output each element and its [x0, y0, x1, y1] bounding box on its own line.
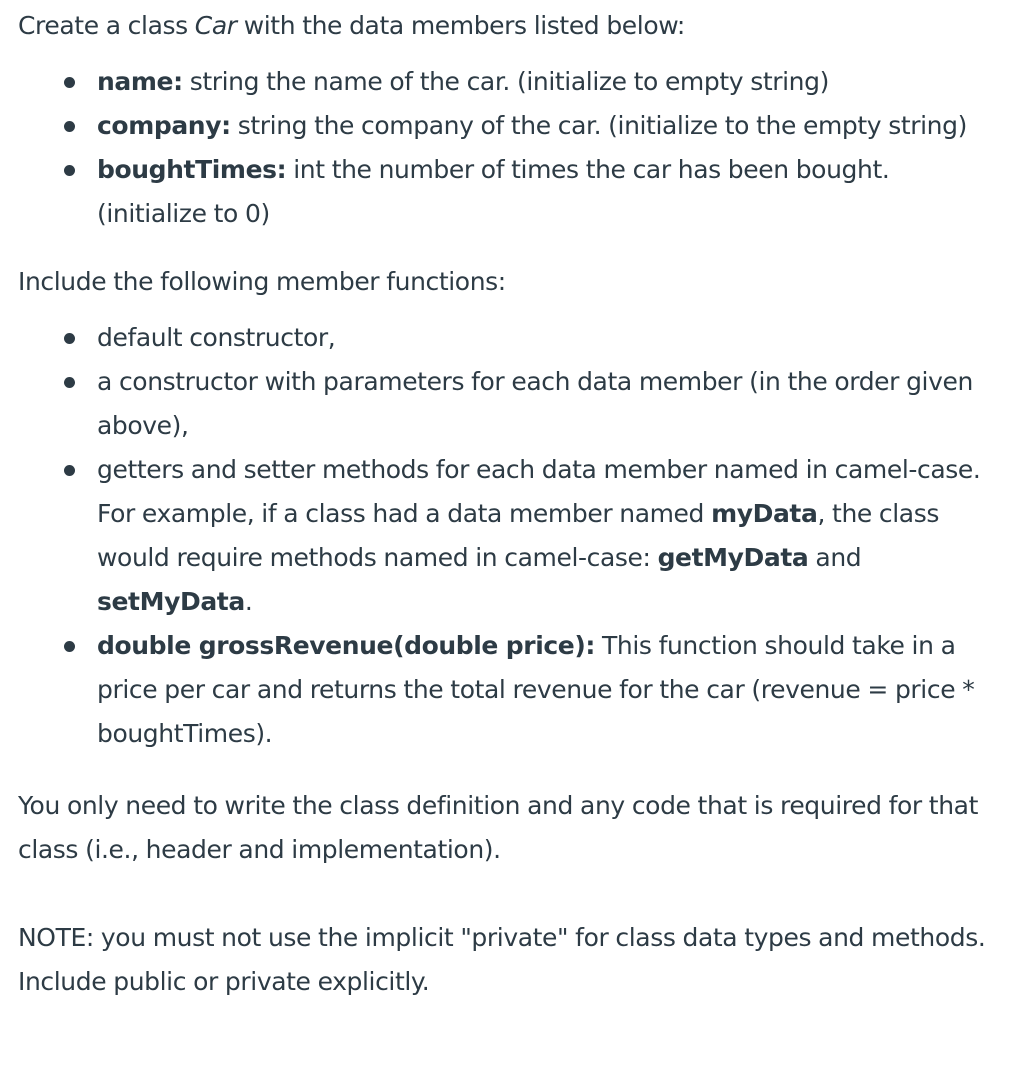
member-name: company:: [97, 111, 231, 140]
getters-and: and: [808, 543, 862, 572]
list-item: [97, 60, 1002, 104]
data-members-list: [18, 60, 1002, 236]
list-item: [97, 104, 1002, 148]
gross-revenue-signature: double grossRevenue(double price):: [97, 631, 595, 660]
getters-end: .: [244, 587, 253, 616]
getters-text-1: getters and setter methods for each data member named in camel-case. For example, if a class had a data member named: [97, 455, 981, 528]
list-item: a constructor with parameters for each data member (in the order given above),: [97, 360, 1002, 448]
getter-name: getMyData: [657, 543, 809, 572]
note-paragraph: NOTE: you must not use the implicit "private" for class data types and methods. Include public or private explicitly.: [18, 923, 986, 996]
gross-revenue-desc: This function should take in a price per car and returns the total revenue for the car (revenue = price * boughtTimes).: [97, 631, 975, 748]
example-member: myData: [711, 499, 818, 528]
intro-before: Create a class: [18, 11, 195, 40]
functions-heading: Include the following member functions:: [18, 267, 506, 296]
list-item: [97, 448, 1002, 624]
class-note: You only need to write the class definition and any code that is required for that class (i.e., header and implementation).: [18, 791, 978, 864]
member-desc: string the name of the car. (initialize to empty string): [182, 67, 829, 96]
member-name: name:: [97, 67, 183, 96]
getters-text-2: , the class would require methods named in camel-case:: [97, 499, 939, 572]
intro-after: with the data members listed below:: [236, 11, 685, 40]
intro-paragraph: [18, 4, 1002, 48]
list-item: [97, 624, 1002, 756]
setter-name: setMyData: [97, 587, 245, 616]
member-desc: string the company of the car. (initialize to the empty string): [230, 111, 967, 140]
member-name: boughtTimes:: [97, 155, 287, 184]
member-desc: int the number of times the car has been bought. (initialize to 0): [97, 155, 890, 228]
list-item: [97, 148, 1002, 236]
class-name: Car: [194, 11, 237, 40]
member-functions-list: [18, 316, 1002, 756]
list-item: default constructor,: [97, 316, 1002, 360]
